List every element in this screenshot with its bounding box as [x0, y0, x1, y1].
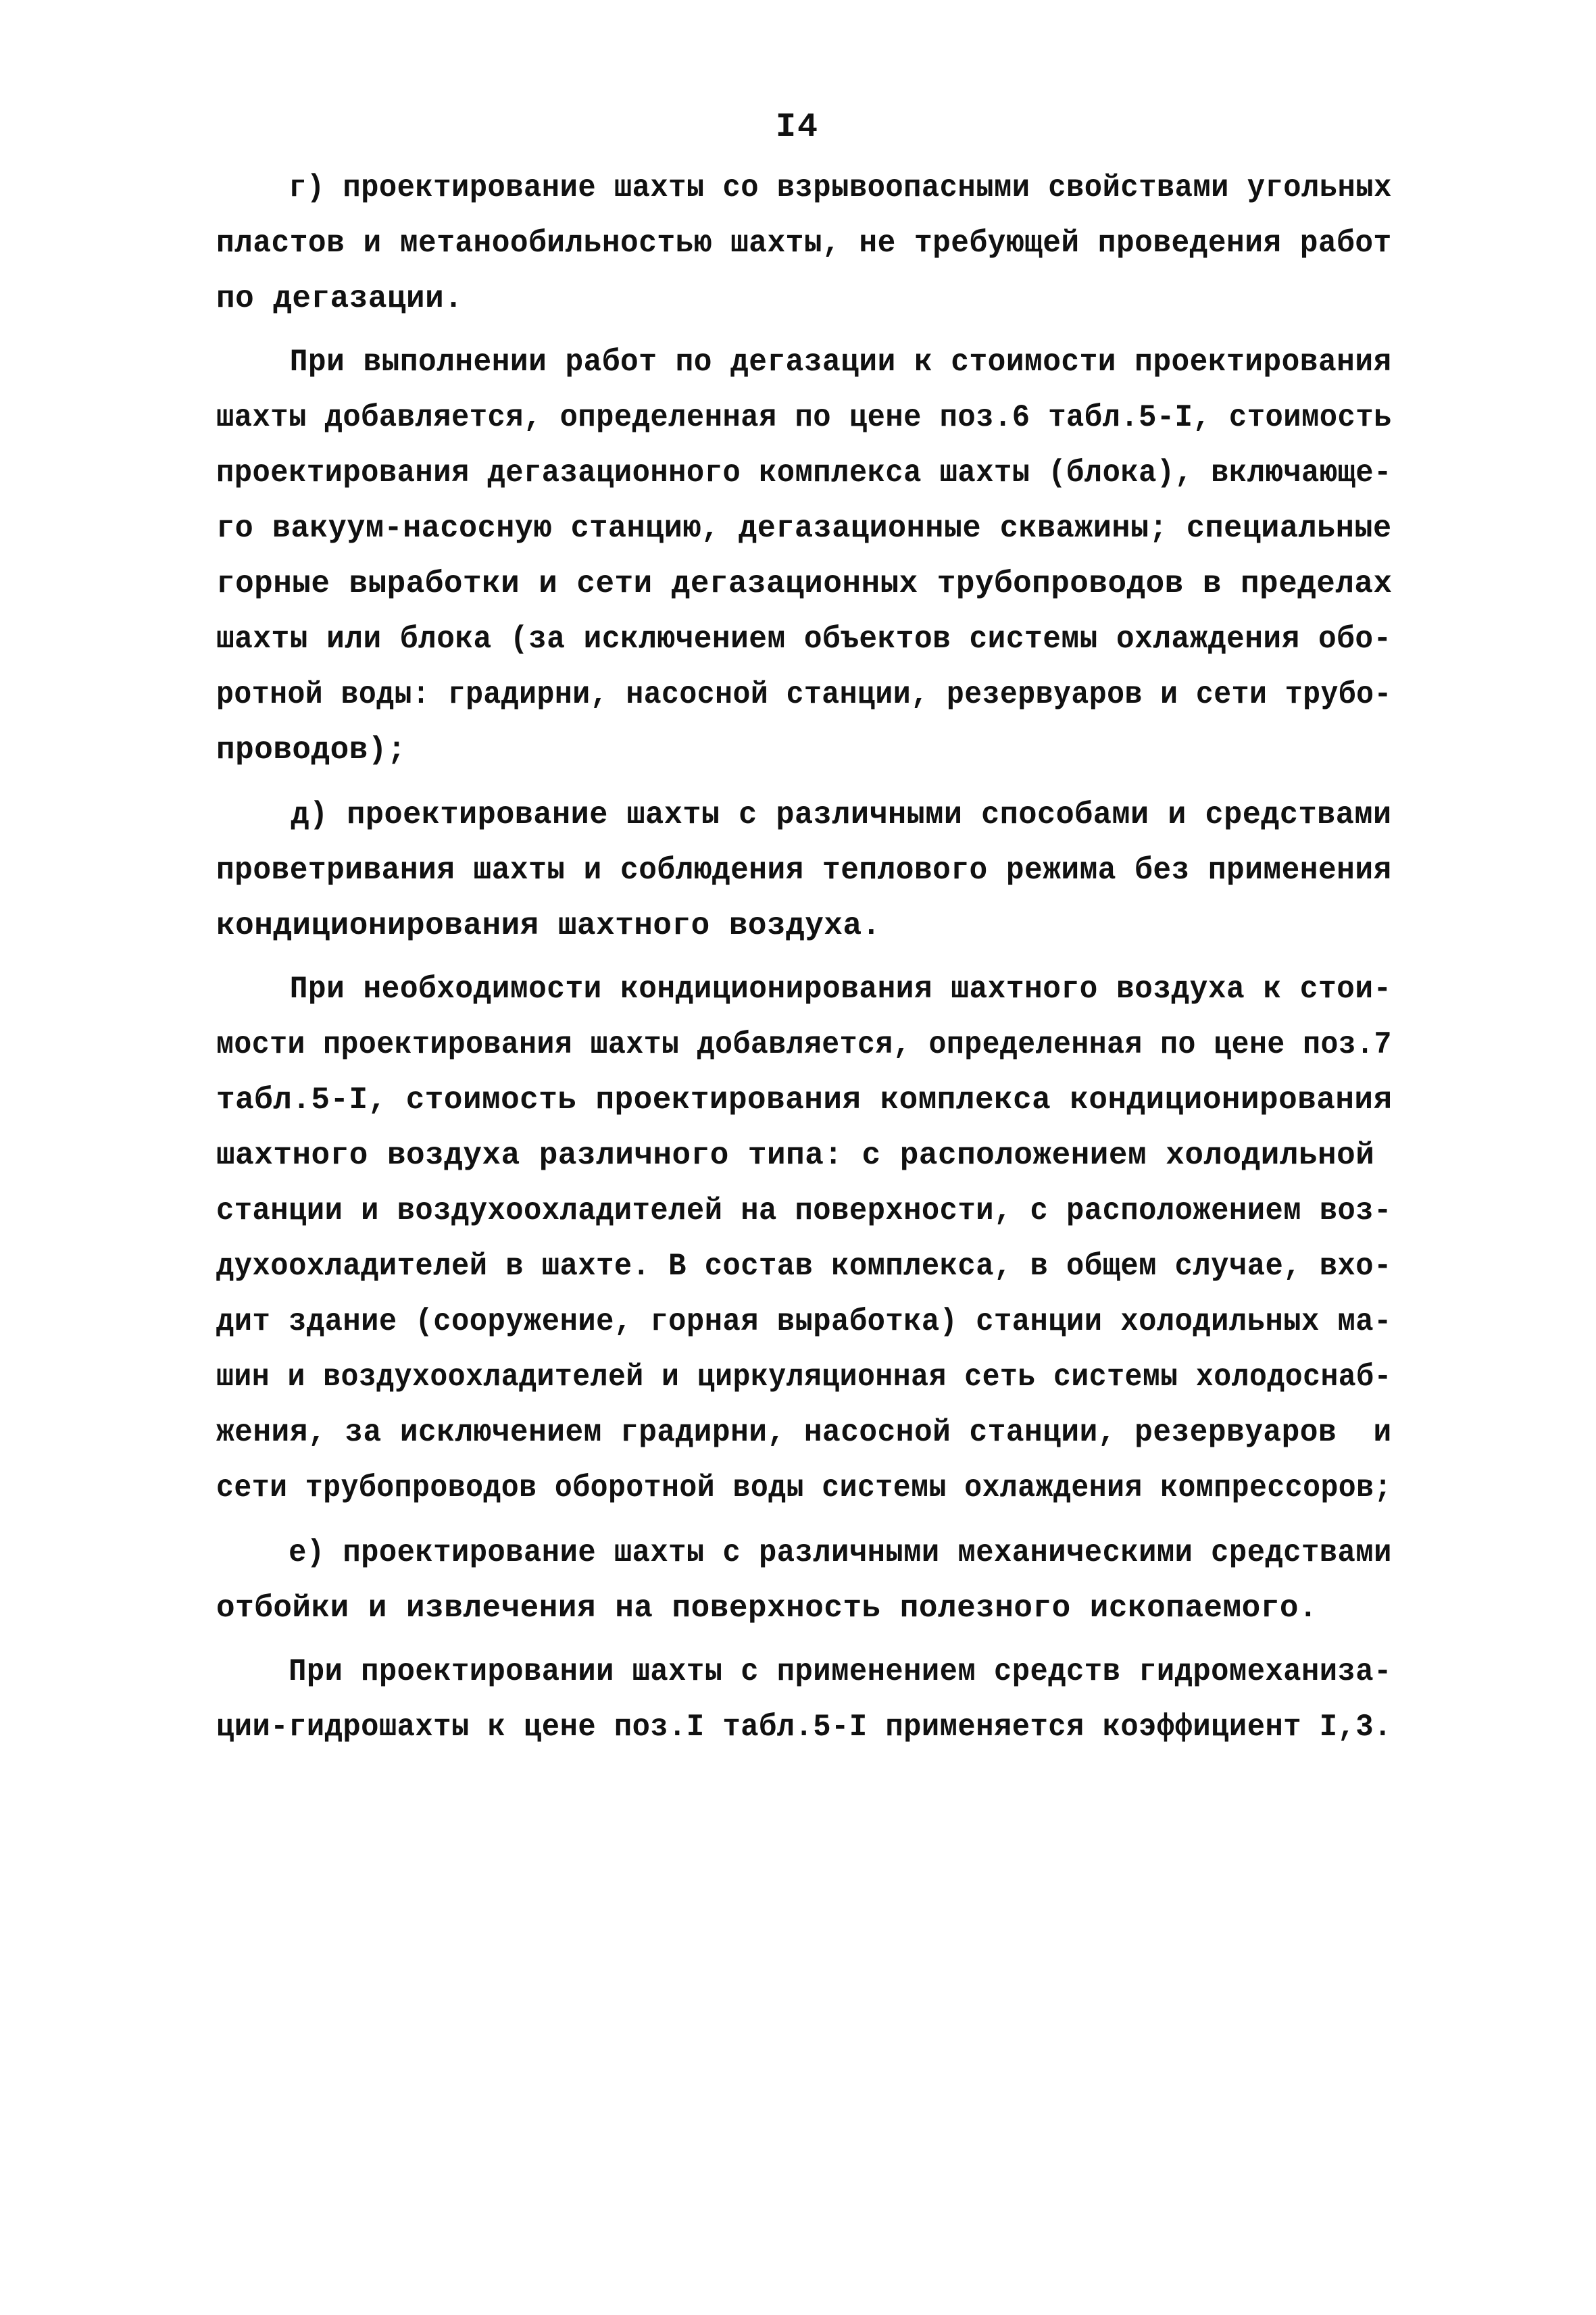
text-line: сети трубопроводов оборотной воды системы охлаждения компрессоров; [216, 1470, 1392, 1505]
text-line: пластов и метанообильностью шахты, не требующей проведения работ [216, 226, 1392, 261]
text-line: проводов); [216, 732, 407, 768]
text-line: При проектировании шахты с применением средств гидромеханиза- [216, 1654, 1392, 1689]
text-line: по дегазации. [216, 281, 464, 316]
text-line: станции и воздухоохладителей на поверхности, с расположением воз- [216, 1193, 1392, 1228]
text-line: е) проектирование шахты с различными механическими средствами [216, 1535, 1392, 1570]
text-line: отбойки и извлечения на поверхность полезного ископаемого. [216, 1591, 1318, 1626]
text-line: дит здание (сооружение, горная выработка) станции холодильных ма- [216, 1304, 1392, 1339]
text-line: ротной воды: градирни, насосной станции, резервуаров и сети трубо- [216, 677, 1392, 712]
text-line: шахтного воздуха различного типа: с расположением холодильной [216, 1138, 1375, 1173]
text-line: шахты или блока (за исключением объектов системы охлаждения обо- [216, 622, 1392, 657]
text-line: ции-гидрошахты к цене поз.I табл.5-I применяется коэффициент I,3. [216, 1710, 1392, 1745]
text-line: При выполнении работ по дегазации к стоимости проектирования [216, 345, 1392, 380]
text-line: табл.5-I, стоимость проектирования комплекса кондиционирования [216, 1082, 1393, 1118]
text-line: проектирования дегазационного комплекса шахты (блока), включающе- [216, 455, 1392, 491]
text-line: проветривания шахты и соблюдения теплового режима без применения [216, 853, 1392, 888]
text-line: мости проектирования шахты добавляется, определенная по цене поз.7 [216, 1027, 1392, 1062]
text-line: го вакуум-насосную станцию, дегазационные скважины; специальные [216, 511, 1392, 546]
text-line: шин и воздухоохладителей и циркуляционная сеть системы холодоснаб- [216, 1360, 1392, 1395]
text-line: кондиционирования шахтного воздуха. [216, 908, 881, 943]
text-line: д) проектирование шахты с различными способами и средствами [216, 797, 1392, 832]
page-number: I4 [775, 108, 819, 147]
text-line: При необходимости кондиционирования шахтного воздуха к стои- [216, 972, 1392, 1007]
text-line: горные выработки и сети дегазационных трубопроводов в пределах [216, 566, 1393, 601]
text-line: духоохладителей в шахте. В состав комплекса, в общем случае, вхо- [216, 1249, 1392, 1284]
text-line: шахты добавляется, определенная по цене поз.6 табл.5-I, стоимость [216, 400, 1392, 435]
text-line: жения, за исключением градирни, насосной станции, резервуаров и [216, 1415, 1392, 1450]
text-line: г) проектирование шахты со взрывоопасными свойствами угольных [216, 170, 1392, 205]
